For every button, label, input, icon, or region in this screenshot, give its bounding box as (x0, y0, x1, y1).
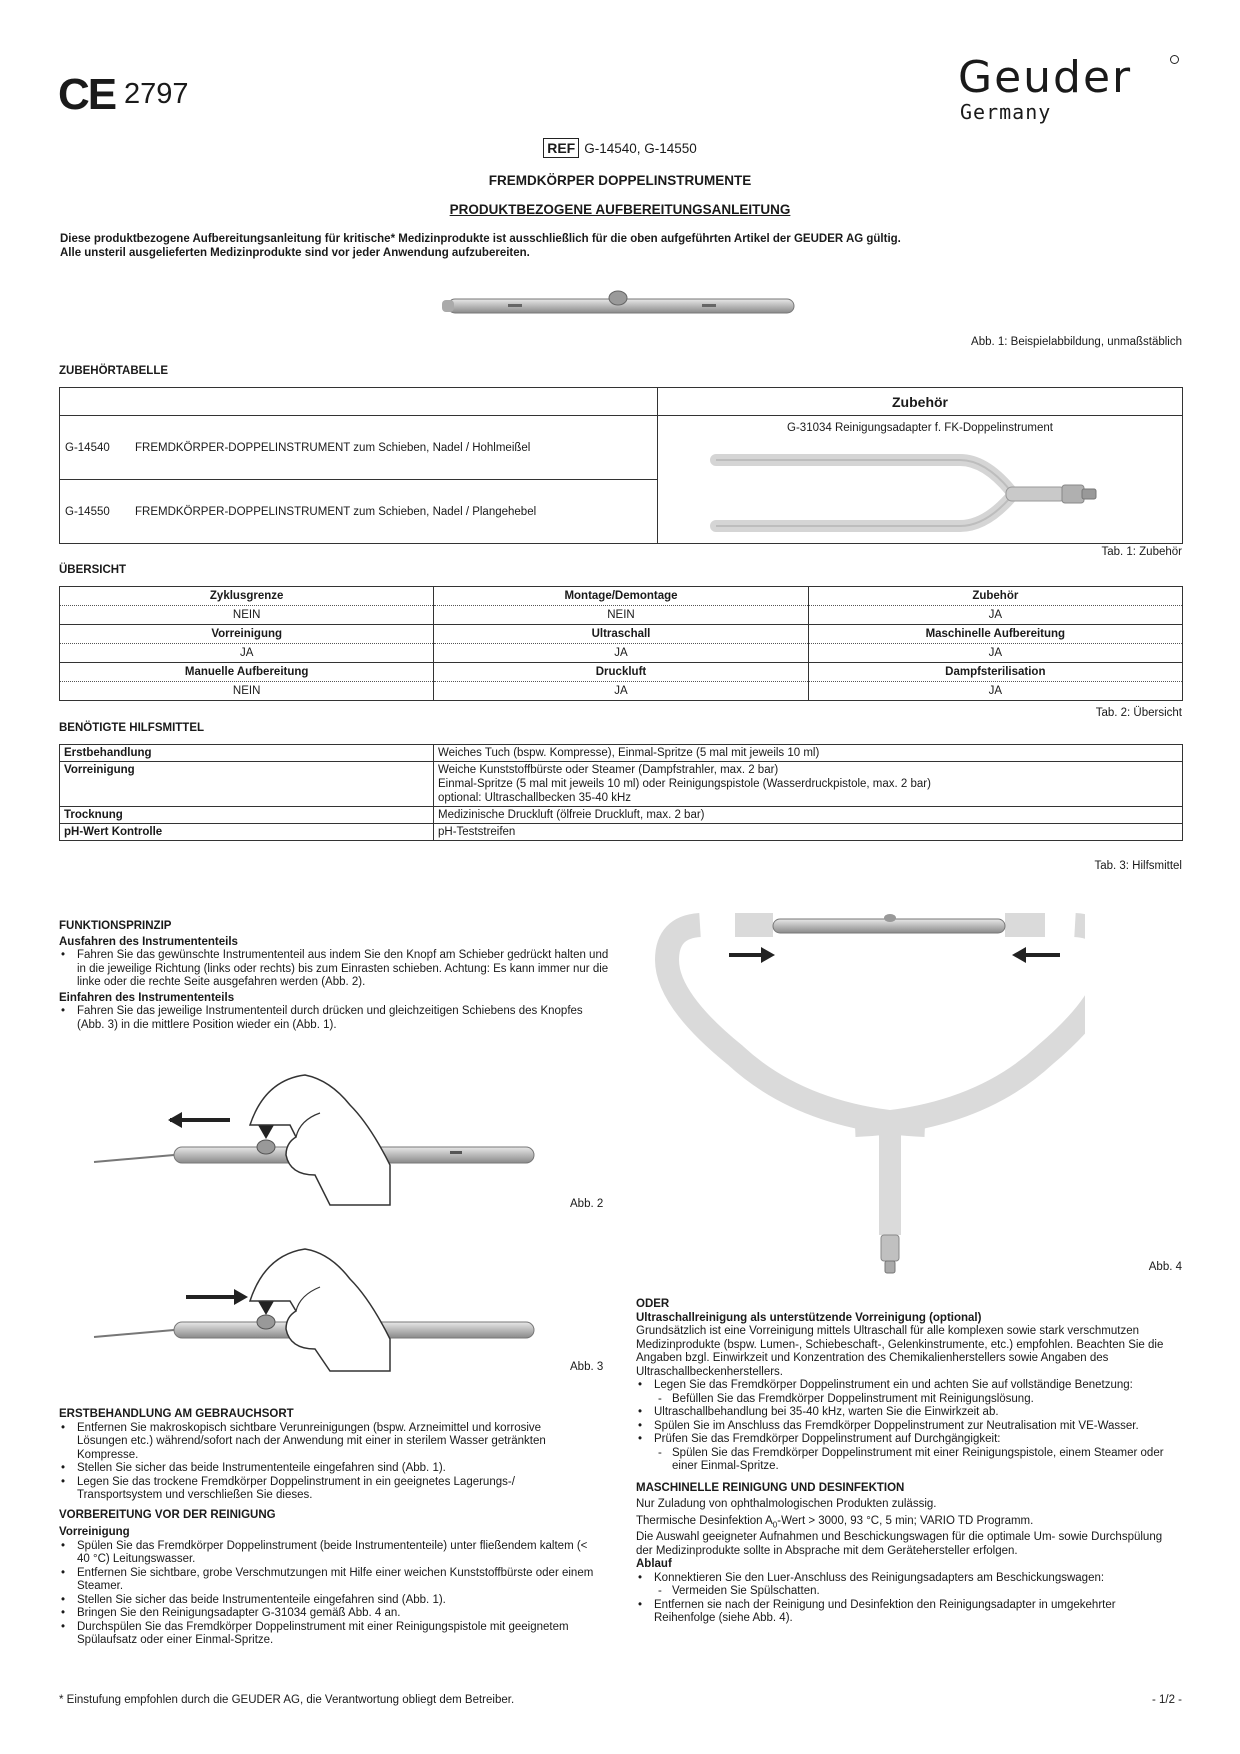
aids-value (434, 762, 1183, 807)
prep-subheading: Vorreinigung (59, 1526, 130, 1538)
accessory-header-empty (60, 388, 658, 416)
overview-label: Zubehör (808, 587, 1182, 606)
intro-line-2: Alle unsteril ausgelieferten Medizinprodukte sind vor jeder Anwendung aufzubereiten. (60, 247, 530, 259)
ultrasonic-heading: Ultraschallreinigung als unterstützende Vorreinigung (optional) (636, 1311, 982, 1324)
prep-item: • Stellen Sie sicher das beide Instrumententeile eingefahren sind (Abb. 1). (59, 1594, 594, 1608)
overview-value: JA (434, 682, 808, 701)
footer-note: * Einstufung empfohlen durch die GEUDER AG, die Verantwortung obliegt dem Betreiber. (59, 1694, 515, 1706)
aids-table (59, 744, 1183, 841)
accessory-caption: Tab. 1: Zubehör (1101, 546, 1182, 558)
cleaning-adapter-image (710, 442, 1130, 538)
accessory-code: G-14540 (65, 441, 110, 454)
document-subtitle: PRODUKTBEZOGENE AUFBEREITUNGSANLEITUNG (449, 202, 791, 217)
fig1-instrument-image (440, 288, 800, 324)
overview-value: JA (808, 644, 1182, 663)
machine-line-post: -Wert > 3000, 93 °C, 5 min; VARIO TD Programm. (777, 1514, 1034, 1527)
overview-label: Maschinelle Aufbereitung (808, 625, 1182, 644)
aids-heading: BENÖTIGTE HILFSMITTEL (59, 722, 205, 734)
prep-heading: VORBEREITUNG VOR DER REINIGUNG (59, 1508, 276, 1521)
ultrasonic-subitem: - Spülen Sie das Fremdkörper Doppelinstrument mit einer Reinigungspistole, einem Steamer oder einer Einmal-Spritze. (636, 1447, 1171, 1474)
overview-value: JA (434, 644, 808, 663)
prep-item: • Entfernen Sie sichtbare, grobe Verschmutzungen mit Hilfe einer weichen Kunststoffbürste oder einem Steamer. (59, 1567, 594, 1594)
overview-label: Zyklusgrenze (60, 587, 434, 606)
machine-flow-heading: Ablauf (636, 1558, 672, 1571)
machine-heading: MASCHINELLE REINIGUNG UND DESINFEKTION (636, 1481, 905, 1494)
accessory-item-cell (658, 416, 1183, 544)
intro-text (60, 232, 1180, 260)
machine-item: • Entfernen sie nach der Reinigung und Desinfektion den Reinigungsadapter in umgekehrter Reihenfolge (siehe Abb. 4). (636, 1599, 1171, 1626)
aids-value: Medizinische Druckluft (ölfreie Druckluft, max. 2 bar) (434, 807, 1183, 824)
accessory-table (59, 387, 1183, 544)
function-out-text: • Fahren Sie das gewünschte Instrumententeil aus indem Sie den Knopf am Schieber gedrückt halten und in die jeweilige Richtung (links oder rechts) bis zum Einrasten schieben. Achtung: Es kann immer nur die linke oder die rechte Seite ausgefahren werden (Abb. 2). (59, 949, 609, 990)
accessory-col-header: Zubehör (658, 388, 1183, 416)
aids-label: Erstbehandlung (60, 745, 434, 762)
fig2-extend-image (90, 1065, 550, 1210)
first-treatment-section (59, 1408, 594, 1648)
ultrasonic-section (636, 1298, 1171, 1626)
first-treatment-item: • Stellen Sie sicher das beide Instrumententeile eingefahren sind (Abb. 1). (59, 1462, 594, 1476)
geuder-logo: Geuder (958, 52, 1133, 103)
aids-value: pH-Teststreifen (434, 824, 1183, 841)
aids-line: optional: Ultraschallbecken 35-40 kHz (438, 792, 632, 804)
fig4-adapter-attached-image (655, 905, 1085, 1295)
aids-line: Einmal-Spritze (5 mal mit jeweils 10 ml) oder Reinigungspistole (Wasserdruckpistole, max. 2 bar) (438, 778, 931, 790)
overview-heading: ÜBERSICHT (59, 564, 127, 576)
overview-label: Druckluft (434, 663, 808, 682)
fig2-caption: Abb. 2 (570, 1198, 604, 1210)
aids-label: Trocknung (60, 807, 434, 824)
aids-label: pH-Wert Kontrolle (60, 824, 434, 841)
ref-value: G-14540, G-14550 (584, 141, 697, 156)
ce-mark: CE (58, 70, 116, 119)
first-treatment-heading: ERSTBEHANDLUNG AM GEBRAUCHSORT (59, 1408, 294, 1420)
aids-caption: Tab. 3: Hilfsmittel (1094, 860, 1182, 872)
overview-label: Dampfsterilisation (808, 663, 1182, 682)
logo-subtitle: Germany (960, 100, 1052, 124)
ultrasonic-text: Grundsätzlich ist eine Vorreinigung mittels Ultraschall für alle komplexen sowie stark verschmutzen Medizinprodukte (bspw. Lumen-, Schiebeschaft-, Gelenkinstrumente, etc.) empfohlen. Beachten Sie die Angaben bzgl. Einwirkzeit und Konzentration des Chemikalienherstellers sowie Angaben des Ultraschallbeckenherstellers. (636, 1325, 1164, 1378)
ref-row (0, 138, 1240, 158)
accessory-heading: ZUBEHÖRTABELLE (59, 365, 169, 377)
prep-item: • Spülen Sie das Fremdkörper Doppelinstrument (beide Instrumententeile) unter fließendem kaltem (< 40 °C) Leitungswasser. (59, 1540, 594, 1567)
prep-item: • Durchspülen Sie das Fremdkörper Doppelinstrument mit einer Reinigungspistole mit geeignetem Spülaufsatz oder einer Einmal-Spritze. (59, 1621, 594, 1648)
machine-line (636, 1515, 1171, 1532)
overview-label: Vorreinigung (60, 625, 434, 644)
accessory-desc: FREMDKÖRPER-DOPPELINSTRUMENT zum Schieben, Nadel / Plangehebel (135, 505, 537, 518)
overview-value: JA (60, 644, 434, 663)
ultrasonic-item: • Spülen Sie im Anschluss das Fremdkörper Doppelinstrument zur Neutralisation mit VE-Wasser. (636, 1420, 1171, 1434)
document-title: FREMDKÖRPER DOPPELINSTRUMENTE (488, 173, 752, 188)
ultrasonic-or: ODER (636, 1298, 670, 1310)
accessory-desc: FREMDKÖRPER-DOPPELINSTRUMENT zum Schieben, Nadel / Hohlmeißel (135, 441, 531, 454)
overview-value: NEIN (60, 682, 434, 701)
overview-value: NEIN (434, 606, 808, 625)
fig3-caption: Abb. 3 (570, 1361, 604, 1373)
overview-label: Ultraschall (434, 625, 808, 644)
first-treatment-item: • Legen Sie das trockene Fremdkörper Doppelinstrument in ein geeignetes Lagerungs-/ Transportsystem und verschließen Sie dieses. (59, 1476, 594, 1503)
fig4-caption: Abb. 4 (1148, 1261, 1182, 1273)
accessory-item-label: G-31034 Reinigungsadapter f. FK-Doppelinstrument (787, 422, 1053, 434)
ce-number: 2797 (124, 78, 189, 110)
page-number: - 1/2 - (1151, 1694, 1182, 1706)
logo-registered-mark (1170, 55, 1179, 64)
machine-item: • Konnektieren Sie den Luer-Anschluss des Reinigungsadapters am Beschickungswagen: (636, 1572, 1171, 1586)
overview-value: JA (808, 682, 1182, 701)
accessory-code: G-14550 (65, 505, 110, 518)
ultrasonic-item: • Ultraschallbehandlung bei 35-40 kHz, warten Sie die Einwirkzeit ab. (636, 1406, 1171, 1420)
machine-subitem: - Vermeiden Sie Spülschatten. (636, 1585, 1171, 1599)
prep-item: • Bringen Sie den Reinigungsadapter G-31034 gemäß Abb. 4 an. (59, 1607, 594, 1621)
aids-value: Weiches Tuch (bspw. Kompresse), Einmal-Spritze (5 mal mit jeweils 10 ml) (434, 745, 1183, 762)
accessory-row (60, 480, 658, 544)
fig3-retract-image (90, 1235, 550, 1375)
machine-line: Die Auswahl geeigneter Aufnahmen und Beschickungswagen für die optimale Um- sowie Durchspülung der Medizinprodukte sollte in Absprache mit dem Gerätehersteller erfolgen. (636, 1531, 1163, 1557)
function-out-heading: Ausfahren des Instrumententeils (59, 935, 238, 948)
overview-label: Montage/Demontage (434, 587, 808, 606)
overview-table (59, 586, 1183, 701)
ultrasonic-item: • Legen Sie das Fremdkörper Doppelinstrument ein und achten Sie auf vollständige Benetzung: (636, 1379, 1171, 1393)
function-heading: FUNKTIONSPRINZIP (59, 920, 172, 932)
ultrasonic-subitem: - Befüllen Sie das Fremdkörper Doppelinstrument mit Reinigungslösung. (636, 1393, 1171, 1407)
machine-line: Nur Zuladung von ophthalmologischen Produkten zulässig. (636, 1498, 937, 1510)
function-in-text: • Fahren Sie das jeweilige Instrumententeil durch drücken und gleichzeitigen Schiebens des Knopfes (Abb. 3) in die mittlere Position wieder ein (Abb. 1). (59, 1005, 609, 1032)
machine-line-sub: 0 (772, 1519, 778, 1529)
overview-value: NEIN (60, 606, 434, 625)
accessory-row (60, 416, 658, 480)
ref-label: REF (543, 138, 579, 158)
intro-line-1: Diese produktbezogene Aufbereitungsanleitung für kritische* Medizinprodukte ist ausschließlich für die oben aufgeführten Artikel der GEUDER AG gültig. (60, 233, 901, 245)
overview-label: Manuelle Aufbereitung (60, 663, 434, 682)
fig1-caption: Abb. 1: Beispielabbildung, unmaßstäblich (971, 336, 1182, 348)
aids-line: Weiche Kunststoffbürste oder Steamer (Dampfstrahler, max. 2 bar) (438, 764, 779, 776)
overview-caption: Tab. 2: Übersicht (1095, 707, 1182, 719)
function-in-heading: Einfahren des Instrumententeils (59, 991, 235, 1004)
ultrasonic-item: • Prüfen Sie das Fremdkörper Doppelinstrument auf Durchgängigkeit: (636, 1433, 1171, 1447)
overview-value: JA (808, 606, 1182, 625)
first-treatment-item: • Entfernen Sie makroskopisch sichtbare Verunreinigungen (bspw. Arzneimittel und korrosive Lösungen etc.) während/sofort nach der Anwendung mit einer in sterilem Wasser getränkten Kompresse. (59, 1422, 594, 1463)
machine-line-pre: Thermische Desinfektion A (636, 1514, 773, 1527)
aids-label: Vorreinigung (60, 762, 434, 807)
function-section (59, 920, 609, 1032)
